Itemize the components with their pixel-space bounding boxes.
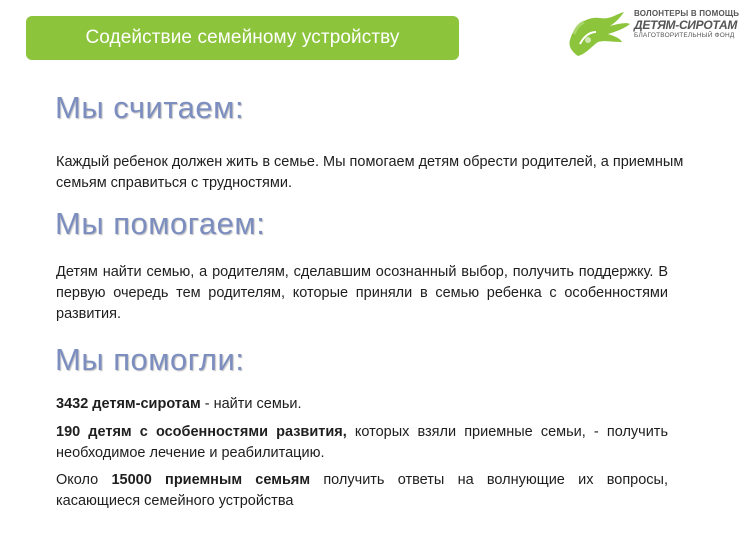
logo-line-3: БЛАГОТВОРИТЕЛЬНЫЙ ФОНД — [634, 32, 735, 39]
logo-line-1: ВОЛОНТЕРЫ В ПОМОЩЬ — [634, 9, 739, 18]
helped-item-families — [56, 470, 668, 512]
helped-item-orphans — [56, 394, 668, 415]
hands-logo-icon — [566, 10, 632, 58]
logo-line-2: ДЕТЯМ-СИРОТАМ — [634, 18, 738, 32]
helped-item-families-number: 15000 приемным семьям — [111, 472, 311, 488]
title-banner — [26, 16, 459, 60]
helped-item-orphans-number: 3432 детям-сиротам — [56, 396, 201, 412]
heading-helped: Мы помогли: — [55, 342, 245, 377]
helped-item-special-needs-text: которых взяли приемные семьи, - получить необходимое лечение и реабилитацию. — [56, 424, 669, 461]
page-title: Содействие семейному устройству — [85, 27, 400, 48]
helped-item-special-needs — [56, 422, 668, 464]
foundation-logo — [566, 8, 739, 60]
text-help: Детям найти семью, а родителям, сделавшим осознанный выбор, получить поддержку. В первую очередь тем родителям, которые приняли в семью ребенка с особенностями развития. — [56, 264, 668, 322]
heading-help: Мы помогаем: — [55, 206, 266, 241]
helped-item-orphans-text: - найти семьи. — [200, 396, 302, 412]
helped-item-families-text: получить ответы на волнующие их вопросы, касающиеся семейного устройства — [56, 472, 669, 509]
logo-text — [634, 9, 739, 40]
text-believe: Каждый ребенок должен жить в семье. Мы помогаем детям обрести родителей, а приемным семьям справиться с трудностями. — [56, 154, 684, 191]
heading-believe: Мы считаем: — [55, 90, 245, 125]
helped-item-special-needs-number: 190 детям с особенностями развития, — [56, 424, 347, 440]
helped-item-families-prefix: Около — [56, 472, 112, 488]
